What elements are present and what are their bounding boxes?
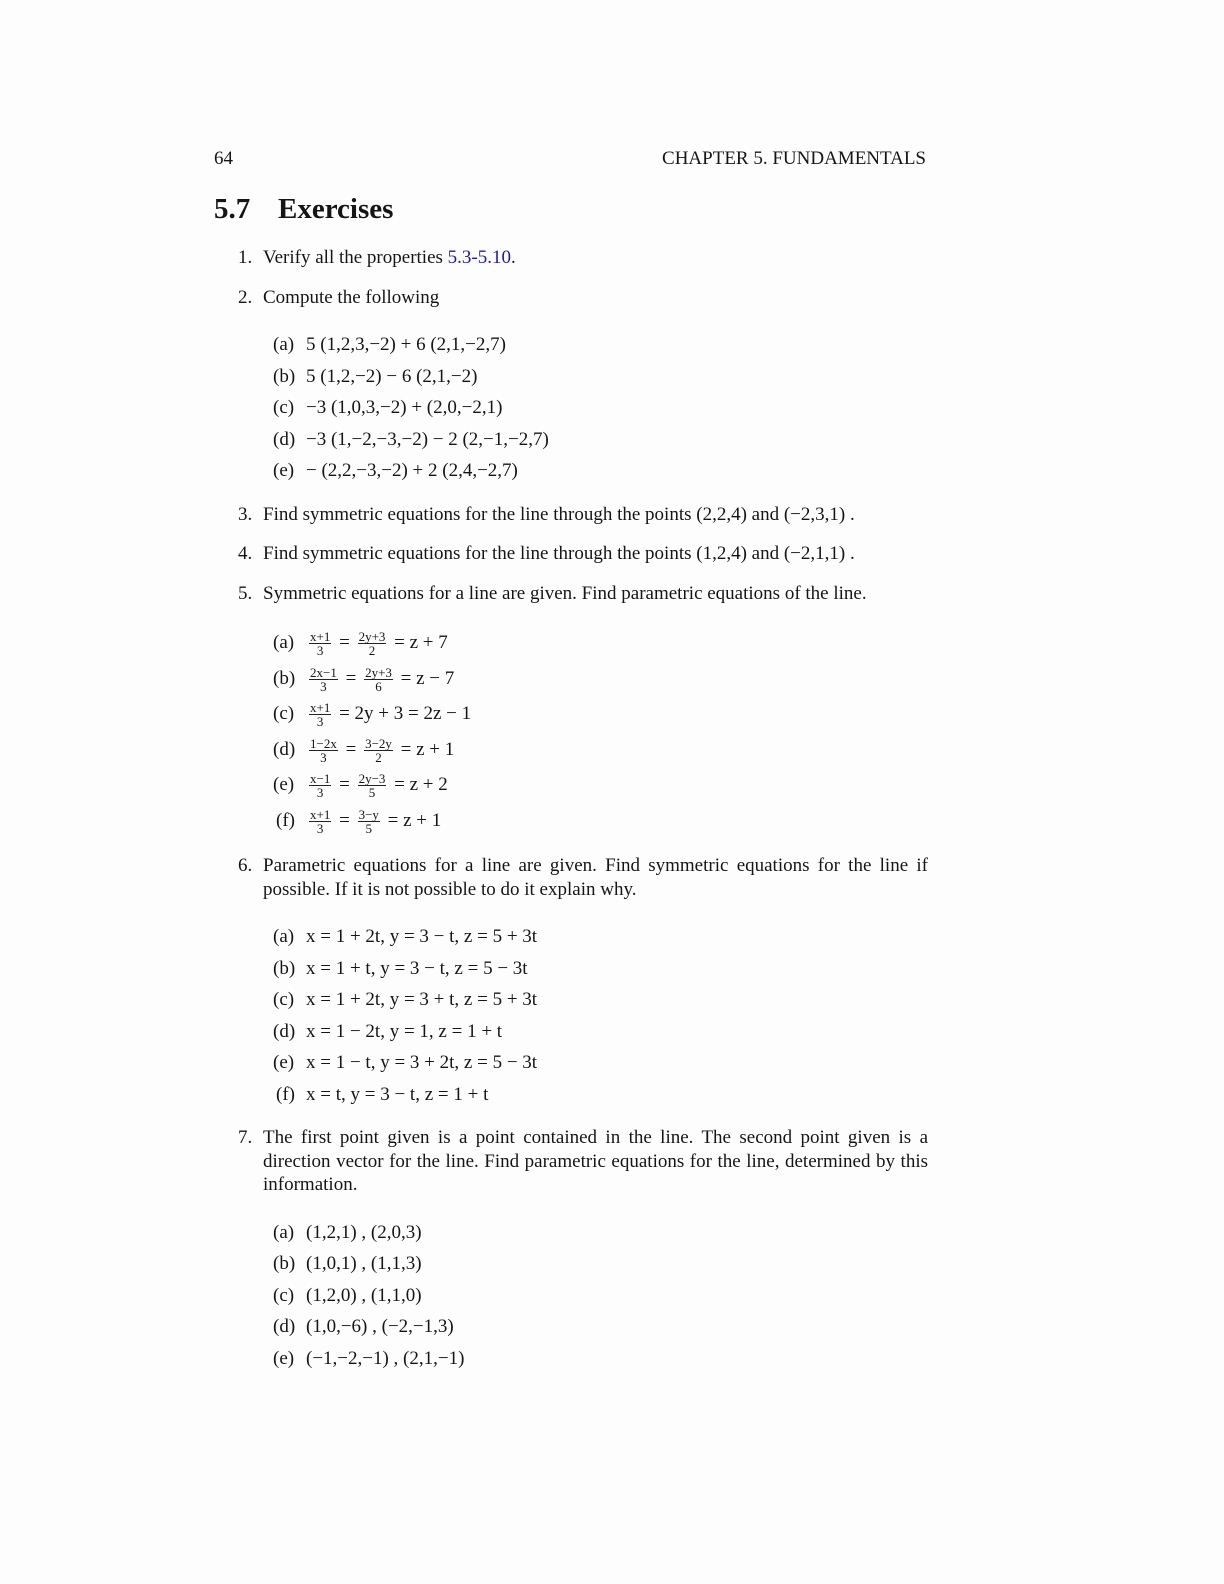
fraction-numerator: x+1 [310,700,331,716]
fraction [309,772,331,799]
exercise-text: Symmetric equations for a line are given. Find parametric equations of the line. [263,582,867,604]
subitem-expression: x = 1 + 2t, y = 3 + t, z = 5 + 3t [306,989,538,1010]
section-heading: Exercises [278,193,394,225]
subitem-label: (e) [273,774,295,795]
fraction [309,701,331,728]
subitem-label: (b) [273,365,296,387]
exercise-1-period: . [510,247,516,268]
exercise-6 [238,854,928,1110]
subitem-label: (b) [273,957,296,979]
exercise-4 [238,542,928,566]
subitem: (e) $\frac{x-1}{3}$ = $\frac{2y-3}{5}$ = z + 2 [273,767,928,803]
subitem: (a) $\frac{x+1}{3}$ = $\frac{2y+3}{2}$ = z + 7 [273,625,928,661]
exercise-3 [238,503,928,527]
fraction-numerator: 3−y [358,806,379,822]
fraction-denominator: 5 [365,820,372,836]
subitem [273,921,928,953]
subitem-label: (d) [273,428,296,450]
subitem-expression: x = 1 − t, y = 3 + 2t, z = 5 − 3t [306,1052,538,1073]
fraction-denominator: 3 [320,678,327,694]
properties-link[interactable]: 5.3-5.10 [447,247,511,268]
fraction [358,808,380,835]
fraction [309,666,338,693]
exercise-text: Find symmetric equations for the line through the points (2,2,4) and (−2,3,1) . [263,503,855,525]
subitem: (b) $\frac{2x-1}{3}$ = $\frac{2y+3}{6}$ = z − 7 [273,661,928,697]
fraction-numerator: 2y+3 [358,629,386,645]
subitem-list [273,329,928,487]
subitem-label: (e) [273,1347,295,1369]
subitem-label: (d) [273,738,296,760]
exercise-text: The first point given is a point contained in the line. The second point given is a direction vector for the line. Find parametric equations for the line, determined by this information. [263,1127,928,1195]
subitem-expression: −3 (1,0,3,−2) + (2,0,−2,1) [306,397,503,418]
subitem-list [273,1217,928,1375]
exercise-text: Compute the following [263,286,440,308]
fraction [364,737,393,764]
fraction-denominator: 3 [316,785,324,801]
exercise-number: 1. [238,247,253,268]
exercise-list [238,246,928,1390]
exercise-text [263,246,928,270]
subitem [273,361,928,393]
subitem [273,1311,928,1343]
page-header [214,148,926,170]
subitem [273,1248,928,1280]
subitem-label: (a) [273,1221,295,1243]
subitem [273,329,928,361]
subitem-label: (d) [273,1020,296,1042]
subitem-label: (f) [276,809,295,831]
subitem-label: (e) [273,1052,295,1073]
exercise-number: 3. [238,503,253,525]
subitem-expression: x = 1 + t, y = 3 − t, z = 5 − 3t [306,957,528,979]
subitem [273,953,928,985]
fraction-numerator: 2x−1 [310,664,337,680]
subitem-expression: 5 (1,2,−2) − 6 (2,1,−2) [306,365,478,387]
section-number: 5.7 [214,193,251,225]
subitem: (d) $\frac{1-2x}{3}$ = $\frac{3-2y}{2}$ = z + 1 [273,732,928,768]
subitem-label: (c) [273,703,295,724]
fraction-numerator: x+1 [310,629,331,645]
equation-rest: = z + 7 [394,632,448,653]
fraction [309,737,338,764]
subitem [273,696,928,732]
subitem-list [273,921,928,1110]
fraction-numerator: 2y+3 [365,664,392,680]
fraction-denominator: 3 [316,714,324,730]
exercise-7 [238,1126,928,1374]
equation-rest: = z + 1 [400,738,455,760]
equation-rest: = 2y + 3 = 2z − 1 [339,703,472,724]
fraction-numerator: 1−2x [310,735,337,751]
fraction-denominator: 2 [368,643,376,659]
subitem [273,1217,928,1249]
subitem-label: (b) [273,667,296,689]
subitem: (f) $\frac{x+1}{3}$ = $\frac{3-y}{5}$ = z + 1 [273,803,928,839]
fraction-denominator: 3 [316,643,324,659]
fraction-denominator: 2 [375,749,382,765]
fraction-numerator: x+1 [310,806,331,822]
fraction-denominator: 3 [316,820,324,836]
exercise-number: 5. [238,582,253,604]
exercise-number: 6. [238,855,253,876]
subitem-expression: − (2,2,−3,−2) + 2 (2,4,−2,7) [306,460,518,481]
subitem-label: (a) [273,926,295,947]
fraction-denominator: 5 [368,785,376,801]
subitem-label: (c) [273,1284,295,1306]
subitem [273,455,928,487]
subitem-label: (c) [273,397,295,418]
equation-rest: = z + 2 [394,774,448,795]
exercise-number: 2. [238,286,253,308]
fraction-denominator: 3 [320,749,327,765]
exercise-1-text: Verify all the properties [263,247,448,268]
running-head: CHAPTER 5. FUNDAMENTALS [662,148,926,169]
page-number: 64 [214,148,233,169]
fraction [364,666,393,693]
subitem-expression: −3 (1,−2,−3,−2) − 2 (2,−1,−2,7) [306,428,549,450]
subitem [273,424,928,456]
subitem-label: (c) [273,989,295,1010]
subitem-expression: (1,2,0) , (1,1,0) [306,1284,422,1306]
subitem [273,1047,928,1079]
fraction-denominator: 6 [375,678,382,694]
subitem-expression: 5 (1,2,3,−2) + 6 (2,1,−2,7) [306,334,506,355]
subitem-expression: (−1,−2,−1) , (2,1,−1) [306,1347,465,1369]
equation-rest: = z − 7 [400,667,455,689]
subitem-list [273,625,928,838]
subitem-label: (d) [273,1316,296,1337]
fraction-numerator: x−1 [310,771,331,787]
subitem [273,392,928,424]
exercise-text: Parametric equations for a line are given. Find symmetric equations for the line if possible. If it is not possible to do it explain why. [263,855,928,900]
subitem [273,1280,928,1312]
subitem [273,1016,928,1048]
fraction-numerator: 3−2y [365,735,392,751]
exercise-1 [238,246,928,270]
subitem-expression: x = t, y = 3 − t, z = 1 + t [306,1083,489,1105]
subitem-label: (a) [273,334,295,355]
subitem-expression: x = 1 − 2t, y = 1, z = 1 + t [306,1020,503,1042]
exercise-number: 7. [238,1127,253,1148]
exercise-5 [238,582,928,839]
fraction [358,772,387,799]
subitem-expression: x = 1 + 2t, y = 3 − t, z = 5 + 3t [306,926,538,947]
equation-rest: = z + 1 [387,809,442,831]
section-title [214,193,393,226]
fraction [309,808,331,835]
subitem-label: (e) [273,460,295,481]
fraction [358,630,387,657]
subitem [273,1343,928,1375]
exercise-number: 4. [238,543,253,564]
subitem-expression: (1,0,−6) , (−2,−1,3) [306,1316,454,1337]
subitem-expression: (1,0,1) , (1,1,3) [306,1253,422,1274]
subitem-expression: (1,2,1) , (2,0,3) [306,1221,422,1243]
fraction [309,630,331,657]
subitem-label: (a) [273,632,295,653]
exercise-2 [238,286,928,487]
subitem [273,984,928,1016]
fraction-numerator: 2y−3 [358,771,386,787]
subitem-label: (f) [276,1083,295,1105]
subitem-label: (b) [273,1253,296,1274]
exercise-text: Find symmetric equations for the line through the points (1,2,4) and (−2,1,1) . [263,543,855,564]
subitem [273,1079,928,1111]
